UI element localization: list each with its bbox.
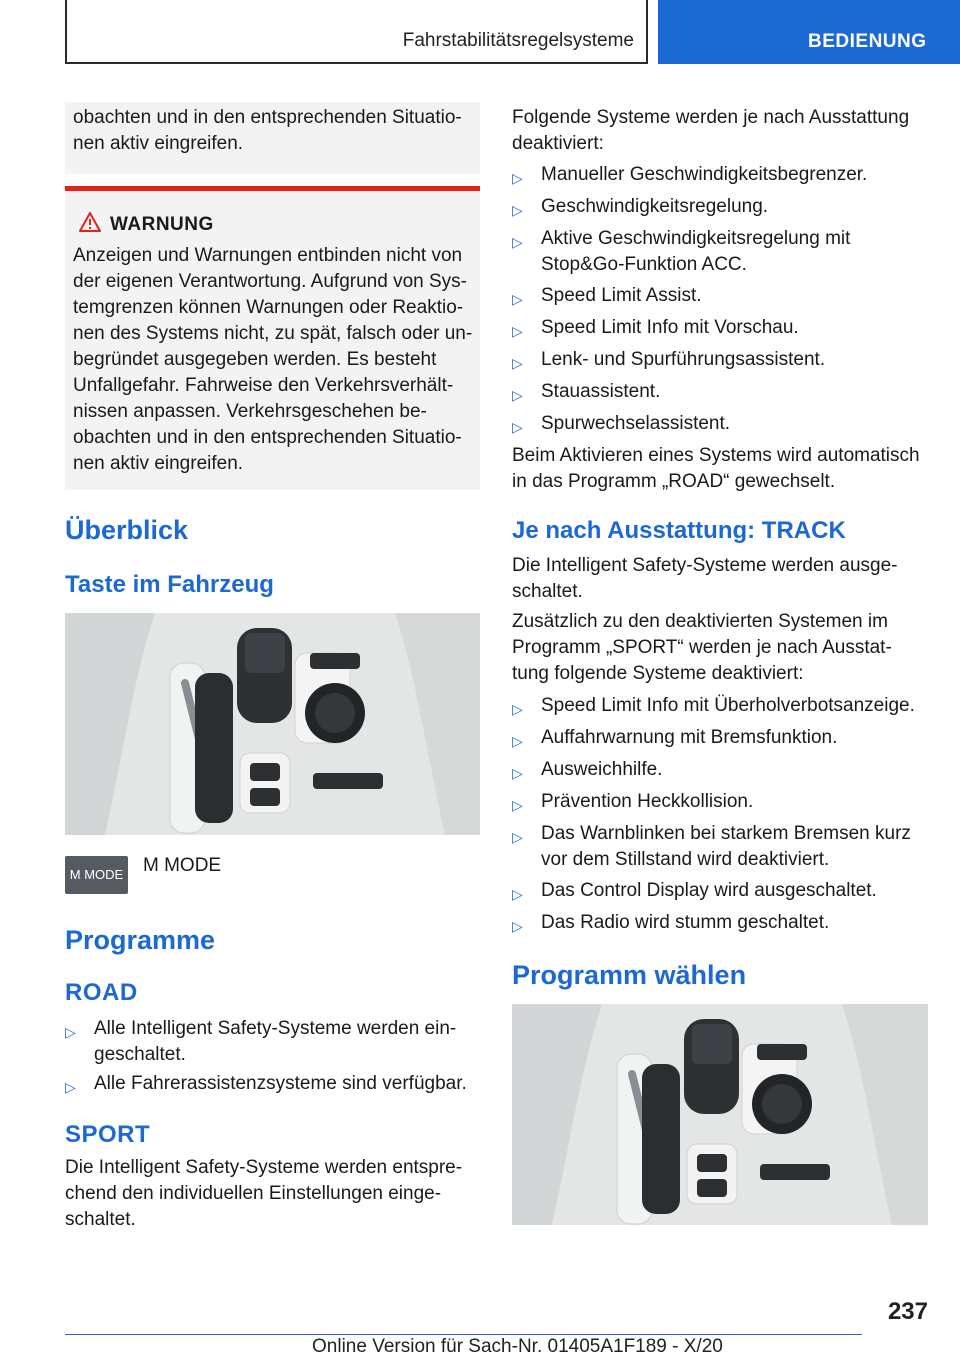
header-chapter-label: BEDIENUNG — [808, 31, 927, 52]
m-mode-button-icon: M MODE — [65, 856, 128, 894]
list-item-line: Prävention Heckkollision. — [541, 791, 754, 812]
bullet-triangle-icon: ▷ — [512, 291, 523, 307]
text-line: nissen anpassen. Verkehrsgeschehen be- — [73, 401, 427, 422]
bullet-triangle-icon: ▷ — [512, 886, 523, 902]
list-item-text — [541, 789, 928, 815]
text-line: nen aktiv eingreifen. — [73, 453, 244, 474]
text-line: in das Programm „ROAD“ gewechselt. — [512, 471, 836, 492]
text-line: Zusätzlich zu den deaktivierten Systemen im — [512, 611, 888, 632]
list-item-text — [541, 379, 928, 405]
text-line: nen des Systems nicht, zu spät, falsch oder un- — [73, 323, 473, 344]
heading-overview: Überblick — [65, 515, 189, 545]
heading-track: Je nach Ausstattung: TRACK — [512, 517, 846, 544]
list-item-line: Speed Limit Info mit Vorschau. — [541, 317, 799, 338]
list-item-line: Stauassistent. — [541, 381, 661, 402]
list-item-text — [94, 1071, 480, 1097]
text-line: chend den individuellen Einstellungen einge- — [65, 1183, 442, 1204]
warning-triangle-icon — [79, 212, 101, 232]
text-line: Programm „SPORT“ werden je nach Ausstat- — [512, 637, 892, 658]
text-line: tung folgende Systeme deaktiviert: — [512, 663, 804, 684]
continued-text-line: obachten und in den entsprechenden Situatio- — [73, 107, 462, 128]
list-item-line: Das Warnblinken bei starkem Bremsen kurz — [541, 823, 911, 844]
text-line: schaltet. — [65, 1209, 136, 1230]
continued-text-line: nen aktiv eingreifen. — [73, 133, 244, 154]
list-item-text — [541, 226, 928, 278]
bullet-triangle-icon: ▷ — [512, 829, 523, 845]
header-section-box — [65, 0, 648, 64]
text-line: schaltet. — [512, 581, 583, 602]
text-line: der eigenen Verantwortung. Aufgrund von Sys- — [73, 271, 467, 292]
list-item-line: geschaltet. — [94, 1044, 186, 1065]
list-item-line: Aktive Geschwindigkeitsregelung mit — [541, 228, 851, 249]
list-item-text — [541, 347, 928, 373]
bullet-triangle-icon: ▷ — [65, 1079, 76, 1095]
list-item-line: Speed Limit Assist. — [541, 285, 702, 306]
bullet-triangle-icon: ▷ — [512, 765, 523, 781]
warning-heading: WARNUNG — [110, 214, 214, 235]
bullet-triangle-icon: ▷ — [512, 387, 523, 403]
text-line: Beim Aktivieren eines Systems wird automatisch — [512, 445, 920, 466]
footer-rule — [65, 1334, 862, 1335]
bullet-triangle-icon: ▷ — [512, 733, 523, 749]
list-item-text — [541, 821, 928, 873]
list-item-line: Das Radio wird stumm geschaltet. — [541, 912, 830, 933]
heading-sport: SPORT — [65, 1121, 151, 1148]
bullet-triangle-icon: ▷ — [512, 701, 523, 717]
list-item-text — [541, 315, 928, 341]
list-item-text — [541, 283, 928, 309]
list-item-text — [541, 757, 928, 783]
bullet-triangle-icon: ▷ — [512, 202, 523, 218]
heading-button-in-vehicle: Taste im Fahrzeug — [65, 571, 274, 598]
text-line: Unfallgefahr. Fahrweise den Verkehrsverhält- — [73, 375, 454, 396]
center-console-image — [512, 1004, 928, 1225]
bullet-triangle-icon: ▷ — [512, 323, 523, 339]
list-item-text — [541, 878, 928, 904]
list-item-text — [541, 194, 928, 220]
console-photo-select — [512, 1004, 928, 1225]
footer-online-version: Online Version für Sach-Nr. 01405A1F189 - X/20 — [312, 1336, 723, 1357]
heading-select-program: Programm wählen — [512, 960, 747, 990]
list-item-line: Lenk- und Spurführungsassistent. — [541, 349, 826, 370]
heading-road: ROAD — [65, 979, 138, 1006]
list-item-text — [541, 693, 928, 719]
list-item-line: Alle Intelligent Safety-Systeme werden ein- — [94, 1018, 457, 1039]
bullet-triangle-icon: ▷ — [512, 797, 523, 813]
list-item-line: vor dem Stillstand wird deaktiviert. — [541, 849, 830, 870]
list-item-text — [94, 1016, 480, 1068]
text-line: temgrenzen können Warnungen oder Reaktio- — [73, 297, 464, 318]
center-console-image — [65, 613, 480, 835]
bullet-triangle-icon: ▷ — [512, 355, 523, 371]
list-item-line: Alle Fahrerassistenzsysteme sind verfügbar. — [94, 1073, 467, 1094]
list-item-line: Stop&Go-Funktion ACC. — [541, 254, 747, 275]
list-item-text — [541, 725, 928, 751]
bullet-triangle-icon: ▷ — [512, 918, 523, 934]
list-item-text — [541, 910, 928, 936]
m-mode-caption: M MODE — [143, 855, 222, 876]
list-item-line: Ausweichhilfe. — [541, 759, 663, 780]
list-item-line: Geschwindigkeitsregelung. — [541, 196, 769, 217]
list-item-text — [541, 162, 928, 188]
list-item-line: Auffahrwarnung mit Bremsfunktion. — [541, 727, 838, 748]
header-chapter-tab — [658, 0, 960, 64]
list-item-line: Spurwechselassistent. — [541, 413, 731, 434]
page-number: 237 — [887, 1298, 928, 1325]
text-line: Die Intelligent Safety-Systeme werden ausge- — [512, 555, 898, 576]
text-line: Folgende Systeme werden je nach Ausstattung — [512, 107, 910, 128]
bullet-triangle-icon: ▷ — [512, 234, 523, 250]
text-line: deaktiviert: — [512, 133, 604, 154]
text-line: Die Intelligent Safety-Systeme werden entspre- — [65, 1157, 463, 1178]
list-item-text — [541, 411, 928, 437]
bullet-triangle-icon: ▷ — [512, 419, 523, 435]
text-line: Anzeigen und Warnungen entbinden nicht von — [73, 245, 463, 266]
bullet-triangle-icon: ▷ — [65, 1024, 76, 1040]
list-item-line: Das Control Display wird ausgeschaltet. — [541, 880, 877, 901]
list-item-line: Speed Limit Info mit Überholverbotsanzeige. — [541, 695, 915, 716]
header-section-title: Fahrstabilitätsregelsysteme — [402, 30, 634, 51]
console-photo — [65, 613, 480, 835]
heading-programs: Programme — [65, 925, 216, 955]
list-item-line: Manueller Geschwindigkeitsbegrenzer. — [541, 164, 868, 185]
bullet-triangle-icon: ▷ — [512, 170, 523, 186]
text-line: obachten und in den entsprechenden Situatio- — [73, 427, 462, 448]
text-line: begründet ausgegeben werden. Es besteht — [73, 349, 437, 370]
